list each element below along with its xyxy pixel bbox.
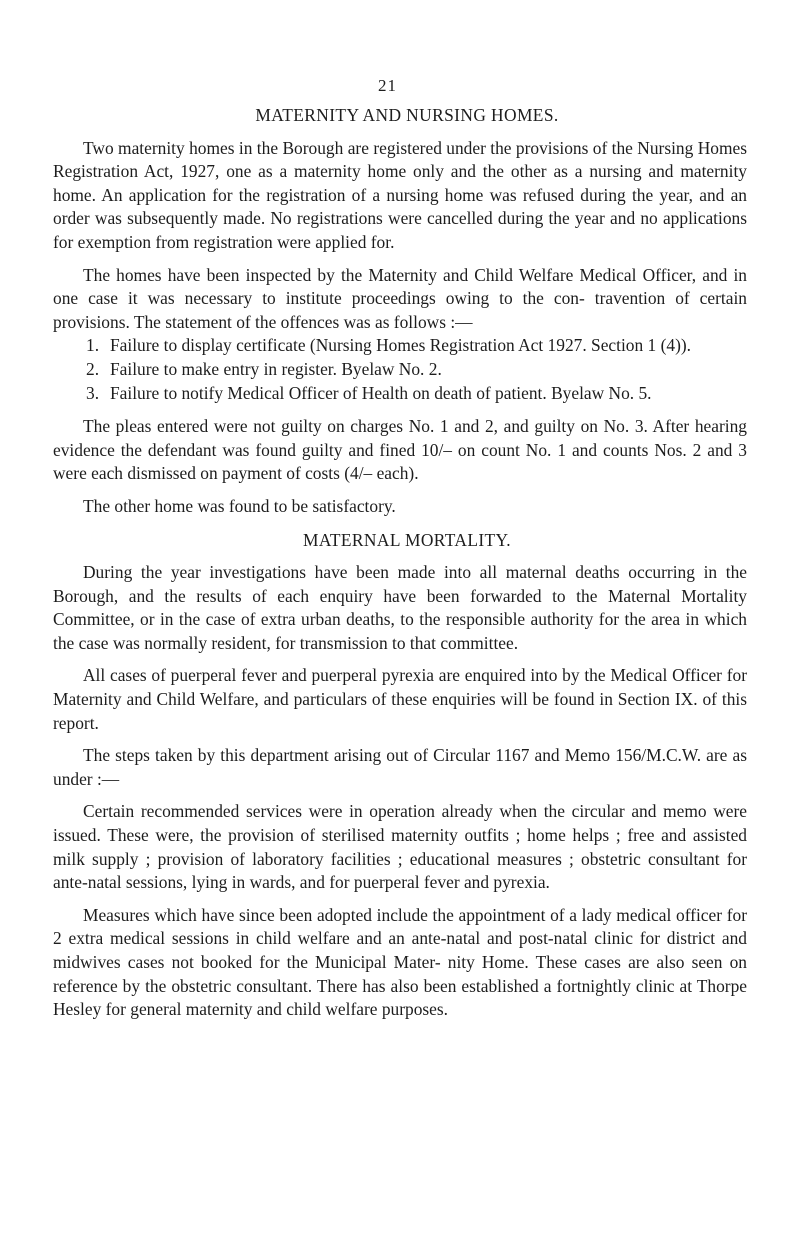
offences-list	[53, 334, 747, 405]
list-item	[86, 334, 747, 358]
document-body	[53, 104, 747, 1022]
paragraph: The steps taken by this department arising out of Circular 1167 and Memo 156/M.C.W. are as under :—	[53, 745, 747, 789]
paragraph: The homes have been inspected by the Maternity and Child Welfare Medical Officer, and in one case it was necessary to institute proceedings owing to the con- travention of certain provisions. The statement of the offences was as follows :—	[53, 264, 747, 332]
paragraph: During the year investigations have been made into all maternal deaths occurring in the Borough, and the results of each enquiry have been forwarded to the Maternal Mortality Committee, or in the case of extra urban deaths, to the responsible authority for the area in which the case was normally resident, for transmission to that committee.	[53, 562, 747, 653]
paragraph: Measures which have since been adopted include the appointment of a lady medical officer for 2 extra medical sessions in child welfare and an ante-natal and post-natal clinic for district and midwives cases not booked for the Municipal Mater- nity Home. These cases are also seen on reference by the obstetric consultant. There has also been established a fortnightly clinic at Thorpe Hesley for general maternity and child welfare purposes.	[53, 904, 747, 1020]
list-item-number: 2.	[86, 358, 100, 379]
list-item	[86, 358, 747, 382]
paragraph: Two maternity homes in the Borough are registered under the provisions of the Nursing Homes Registration Act, 1927, one as a maternity home only and the other as a nursing and maternity home. An application for the registration of a nursing home was refused during the year, and an order was subsequently made. No registrations were cancelled during the year and no applications for exemption from registration were applied for.	[53, 137, 747, 252]
page-number: 21	[378, 76, 397, 95]
paragraph: The other home was found to be satisfactory.	[83, 495, 396, 516]
list-item-text: Failure to display certificate (Nursing Homes Registration Act 1927. Section 1 (4)).	[110, 335, 692, 356]
section-heading-maternal-mortality: MATERNAL MORTALITY.	[302, 529, 512, 550]
list-item-number: 1.	[86, 335, 100, 356]
list-item-text: Failure to make entry in register. Byelaw No. 2.	[110, 358, 442, 379]
list-item-text: Failure to notify Medical Officer of Health on death of patient. Byelaw No. 5.	[110, 382, 652, 403]
list-item	[86, 382, 747, 406]
paragraph: The pleas entered were not guilty on charges No. 1 and 2, and guilty on No. 3. After hearing evidence the defendant was found guilty and fined 10/– on count No. 1 and counts Nos. 2 and 3 were each dismissed on payment of costs (4/– each).	[53, 416, 747, 484]
paragraph: All cases of puerperal fever and puerperal pyrexia are enquired into by the Medical Officer for Maternity and Child Welfare, and particulars of these enquiries will be found in Section IX. of this report.	[53, 665, 747, 733]
list-item-number: 3.	[86, 382, 100, 403]
section-heading-maternity-nursing-homes: MATERNITY AND NURSING HOMES.	[255, 105, 559, 125]
paragraph: Certain recommended services were in operation already when the circular and memo were issued. These were, the provision of sterilised maternity outfits ; home helps ; free and assisted milk supply ; provision of laboratory facilities ; educational measures ; obstetric consultant for ante-natal sessions, lying in wards, and for puerperal fever and pyrexia.	[53, 801, 747, 893]
